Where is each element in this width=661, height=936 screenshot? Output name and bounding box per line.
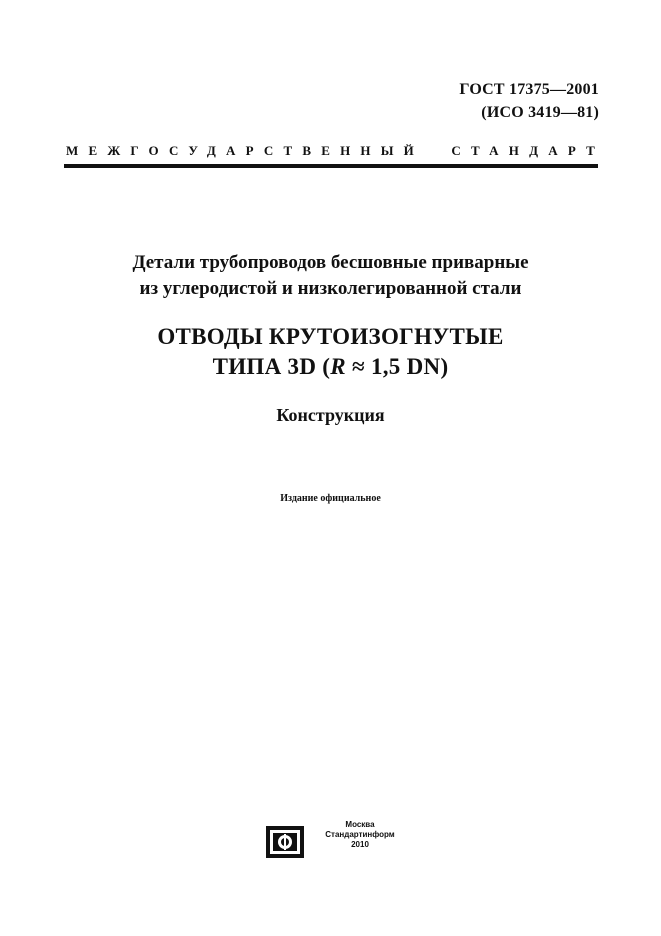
publisher-text [310, 820, 410, 850]
publisher-city: Москва [345, 820, 375, 829]
document-identifiers [459, 78, 599, 124]
publisher-name: Стандартинформ [325, 830, 395, 839]
subtitle-line-2: из углеродистой и низколегированной стали [139, 278, 522, 299]
publication-year: 2010 [351, 840, 369, 849]
header-rule [64, 164, 598, 168]
construction-heading: Конструкция [276, 405, 385, 425]
standard-label: СТАНДАРТ [451, 143, 605, 158]
title-line-2-suffix: ≈ 1,5 DN) [345, 354, 449, 379]
gost-number: ГОСТ 17375—2001 [459, 81, 599, 98]
iso-number: (ИСО 3419—81) [481, 104, 599, 121]
interstate-label: МЕЖГОСУДАРСТВЕННЫЙ [66, 143, 424, 158]
subtitle-line-1: Детали трубопроводов бесшовные приварные [132, 252, 529, 273]
title-radius-symbol: R [330, 354, 346, 379]
document-title [0, 322, 661, 382]
interstate-standard-band [64, 143, 605, 173]
publisher-block [266, 818, 406, 858]
title-line-1: ОТВОДЫ КРУТОИЗОГНУТЫЕ [157, 324, 504, 349]
title-line-2-prefix: ТИПА 3D ( [212, 354, 331, 379]
document-subtitle [0, 250, 661, 302]
edition-note: Издание официальное [280, 493, 381, 504]
standartinform-logo-icon [266, 826, 304, 858]
title-line-2 [0, 352, 661, 382]
